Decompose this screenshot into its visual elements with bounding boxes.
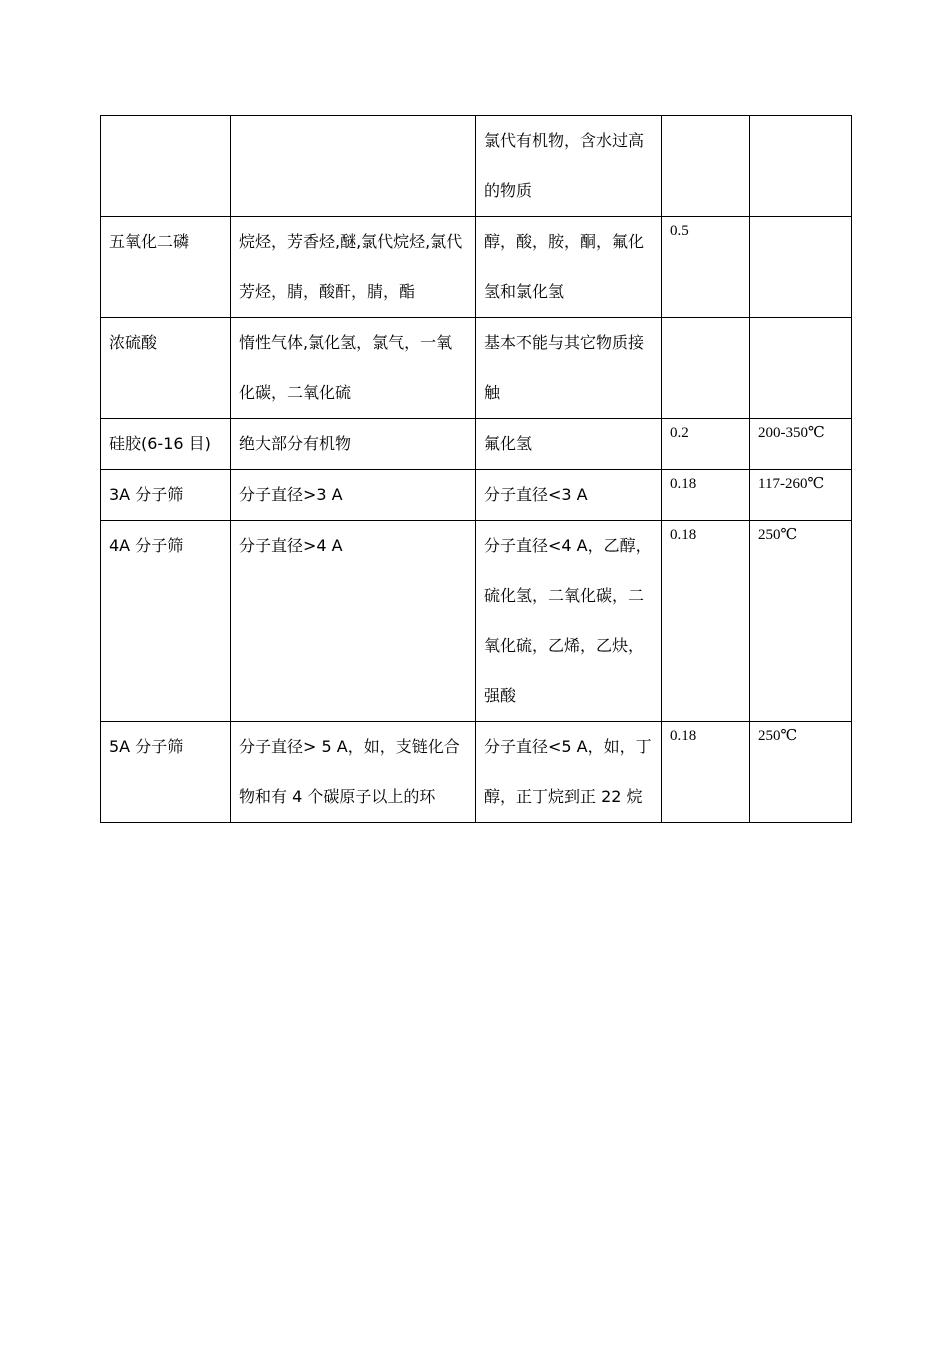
applicable-substances-cell: 分子直径> 5 A，如，支链化合物和有 4 个碳原子以上的环 (231, 722, 476, 823)
desiccant-name-cell: 五氧化二磷 (101, 217, 231, 318)
not-applicable-substances-cell: 氯代有机物，含水过高的物质 (476, 116, 662, 217)
residual-value-cell: 0.18 (662, 521, 750, 722)
applicable-substances-cell: 分子直径>4 A (231, 521, 476, 722)
not-applicable-substances-cell: 醇，酸，胺，酮，氟化氢和氯化氢 (476, 217, 662, 318)
table-row (101, 521, 852, 722)
not-applicable-substances-cell: 分子直径<5 A，如，丁醇，正丁烷到正 22 烷 (476, 722, 662, 823)
table-row (101, 116, 852, 217)
residual-value-cell: 0.18 (662, 470, 750, 521)
table-row (101, 722, 852, 823)
regeneration-temp-cell: 250℃ (750, 521, 852, 722)
not-applicable-substances-cell: 分子直径<3 A (476, 470, 662, 521)
residual-value-cell (662, 116, 750, 217)
applicable-substances-cell: 烷烃，芳香烃,醚,氯代烷烃,氯代芳烃，腈，酸酐，腈，酯 (231, 217, 476, 318)
table-row (101, 419, 852, 470)
table-row (101, 318, 852, 419)
residual-value-cell: 0.5 (662, 217, 750, 318)
desiccant-name-cell: 5A 分子筛 (101, 722, 231, 823)
residual-value-cell: 0.18 (662, 722, 750, 823)
desiccant-name-cell: 浓硫酸 (101, 318, 231, 419)
desiccant-table (100, 115, 852, 823)
desiccant-name-cell: 4A 分子筛 (101, 521, 231, 722)
regeneration-temp-cell (750, 318, 852, 419)
applicable-substances-cell: 惰性气体,氯化氢，氯气，一氧化碳，二氧化硫 (231, 318, 476, 419)
regeneration-temp-cell: 200-350℃ (750, 419, 852, 470)
regeneration-temp-cell: 117-260℃ (750, 470, 852, 521)
applicable-substances-cell: 绝大部分有机物 (231, 419, 476, 470)
desiccant-name-cell: 硅胶(6-16 目) (101, 419, 231, 470)
regeneration-temp-cell: 250℃ (750, 722, 852, 823)
not-applicable-substances-cell: 氟化氢 (476, 419, 662, 470)
not-applicable-substances-cell: 分子直径<4 A，乙醇，硫化氢，二氧化碳，二氧化硫，乙烯，乙炔，强酸 (476, 521, 662, 722)
residual-value-cell: 0.2 (662, 419, 750, 470)
residual-value-cell (662, 318, 750, 419)
regeneration-temp-cell (750, 217, 852, 318)
applicable-substances-cell: 分子直径>3 A (231, 470, 476, 521)
applicable-substances-cell (231, 116, 476, 217)
table-row (101, 470, 852, 521)
table-row (101, 217, 852, 318)
regeneration-temp-cell (750, 116, 852, 217)
not-applicable-substances-cell: 基本不能与其它物质接触 (476, 318, 662, 419)
desiccant-name-cell (101, 116, 231, 217)
desiccant-name-cell: 3A 分子筛 (101, 470, 231, 521)
